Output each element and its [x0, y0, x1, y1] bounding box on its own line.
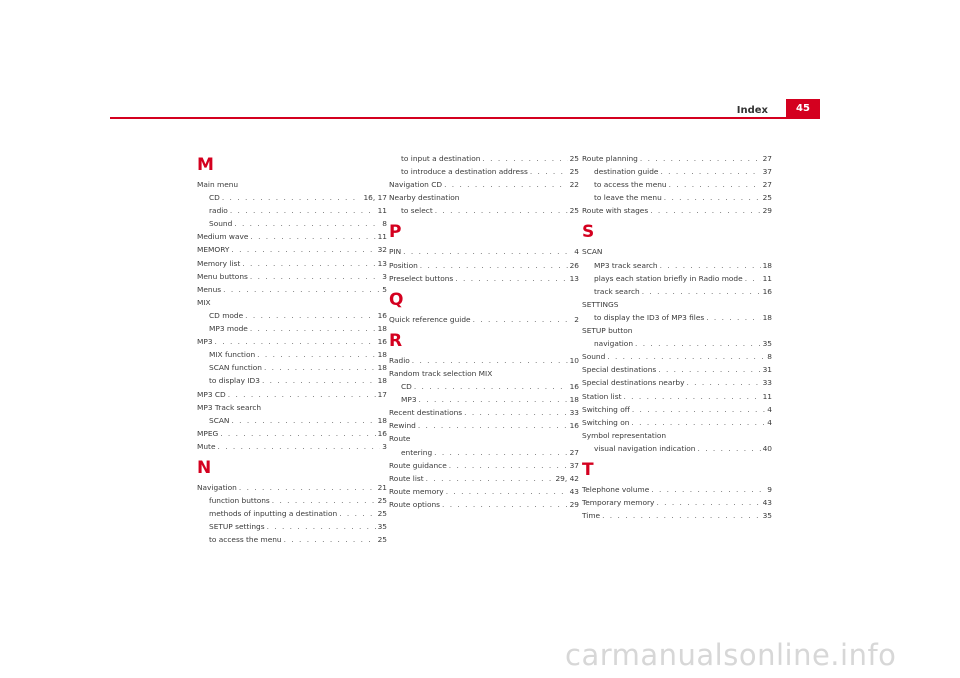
- index-subentry: [389, 152, 579, 165]
- index-entry-label: entering: [401, 447, 433, 457]
- dot-leader: [231, 243, 375, 256]
- index-entry: [197, 335, 387, 348]
- watermark: carmanualsonline.info: [565, 638, 897, 672]
- dot-leader: [640, 152, 761, 165]
- index-entry: [197, 440, 387, 453]
- index-entry-label: SCAN: [209, 415, 230, 425]
- index-entry-label: Memory list: [197, 258, 241, 268]
- index-subentry: [197, 507, 387, 520]
- dot-leader: [656, 496, 760, 509]
- index-column-1: [197, 152, 387, 546]
- dot-leader: [686, 376, 760, 389]
- index-subentry: [582, 311, 772, 324]
- index-subentry: [389, 393, 579, 406]
- index-page-number: 8: [767, 352, 772, 362]
- index-section-letter: M: [197, 155, 214, 175]
- index-entry-label: Symbol representation: [582, 430, 667, 440]
- dot-leader: [635, 337, 761, 350]
- index-entry-label: Route planning: [582, 154, 638, 163]
- index-page-number: 13: [377, 258, 387, 268]
- index-page-number: 25: [569, 154, 579, 163]
- dot-leader: [230, 204, 376, 217]
- index-entry: [582, 152, 772, 165]
- index-entry: [389, 459, 579, 472]
- index-entry-label: MP3: [197, 337, 213, 347]
- dot-leader: [426, 472, 554, 485]
- dot-leader: [446, 485, 568, 498]
- index-entry-label: to display ID3: [209, 376, 260, 386]
- index-subentry: [197, 217, 387, 230]
- index-entry: [582, 245, 772, 258]
- index-entry-label: Sound: [209, 219, 233, 229]
- index-entry-label: Recent destinations: [389, 408, 463, 418]
- dot-leader: [222, 191, 362, 204]
- index-page-number: 25: [762, 193, 772, 203]
- dot-leader: [412, 354, 568, 367]
- index-subentry: [197, 374, 387, 387]
- dot-leader: [650, 204, 760, 217]
- dot-leader: [464, 406, 567, 419]
- index-page-number: 37: [569, 460, 579, 470]
- index-entry-label: SETUP button: [582, 326, 633, 336]
- index-section-letter: N: [197, 457, 212, 478]
- index-page-number: 9: [767, 484, 772, 494]
- index-page-number: 18: [762, 312, 772, 322]
- index-entry-label: Route options: [389, 499, 441, 509]
- index-entry-label: Temporary memory: [582, 498, 655, 508]
- index-entry-label: MP3 Track search: [197, 402, 262, 412]
- index-entry-label: function buttons: [209, 496, 270, 506]
- index-page-number: 16: [762, 286, 772, 296]
- dot-leader: [623, 390, 760, 403]
- dot-leader: [250, 322, 376, 335]
- index-entry: [197, 230, 387, 243]
- index-entry-label: to introduce a destination address: [401, 167, 528, 177]
- dot-leader: [242, 257, 375, 270]
- page-title: Index: [736, 105, 768, 116]
- index-entry-label: to select: [401, 206, 433, 216]
- index-entry-label: Route list: [389, 473, 424, 483]
- index-entry-label: Route guidance: [389, 460, 447, 470]
- index-entry-label: Navigation CD: [389, 180, 443, 190]
- index-entry-label: to access the menu: [209, 535, 282, 545]
- index-entry-label: CD: [209, 193, 220, 203]
- index-entry: [197, 401, 387, 414]
- index-entry-label: destination guide: [594, 167, 659, 177]
- dot-leader: [218, 440, 381, 453]
- index-entry-label: Telephone volume: [582, 484, 650, 494]
- dot-leader: [698, 442, 761, 455]
- index-section-letter: T: [582, 459, 594, 480]
- index-entry-label: Special destinations: [582, 365, 657, 375]
- dot-leader: [660, 259, 761, 272]
- index-page-number: 18: [377, 376, 387, 386]
- index-entry-label: Switching on: [582, 417, 630, 427]
- dot-leader: [632, 403, 765, 416]
- index-page-number: 18: [377, 415, 387, 425]
- index-page-number: 29, 42: [555, 473, 579, 483]
- dot-leader: [435, 204, 568, 217]
- index-entry-label: MP3 track search: [594, 260, 658, 270]
- index-subentry: [582, 272, 772, 285]
- dot-leader: [444, 178, 568, 191]
- dot-leader: [284, 533, 376, 546]
- index-entry-label: methods of inputting a destination: [209, 509, 338, 519]
- index-page-number: 21: [377, 482, 387, 492]
- index-entry: [582, 350, 772, 363]
- index-entry-label: Route memory: [389, 486, 444, 496]
- index-page-number: 43: [569, 486, 579, 496]
- index-entry: [197, 178, 387, 191]
- index-subentry: [582, 178, 772, 191]
- index-subentry: [582, 165, 772, 178]
- index-page-number: 26: [569, 260, 579, 270]
- index-entry-label: Radio: [389, 355, 410, 365]
- index-entry-label: radio: [209, 206, 228, 216]
- dot-leader: [442, 498, 568, 511]
- index-page-number: 37: [762, 167, 772, 177]
- index-entry-label: CD mode: [209, 310, 244, 320]
- index-entry-label: visual navigation indication: [594, 443, 696, 453]
- index-column-2: [389, 152, 579, 511]
- index-page-number: 27: [762, 154, 772, 163]
- dot-leader: [403, 245, 572, 258]
- dot-leader: [602, 509, 761, 522]
- dot-leader: [434, 446, 567, 459]
- index-page-number: 16: [569, 382, 579, 392]
- index-entry: [389, 272, 579, 285]
- index-entry: [389, 191, 579, 204]
- index-entry-label: MPEG: [197, 428, 219, 438]
- index-entry-label: MP3 mode: [209, 324, 248, 334]
- dot-leader: [272, 494, 376, 507]
- index-entry: [582, 416, 772, 429]
- index-page-number: 22: [569, 180, 579, 190]
- index-entry-label: Main menu: [197, 180, 239, 189]
- index-page-number: 18: [377, 350, 387, 360]
- index-entry: [389, 245, 579, 258]
- dot-leader: [239, 481, 376, 494]
- index-entry-label: Rewind: [389, 421, 416, 431]
- index-page-number: 4: [767, 417, 772, 427]
- dot-leader: [262, 374, 376, 387]
- index-page-number: 25: [377, 509, 387, 519]
- dot-leader: [250, 270, 380, 283]
- index-entry: [582, 363, 772, 376]
- index-subentry: [197, 322, 387, 335]
- page-number-badge: 45: [786, 99, 820, 118]
- index-page-number: 25: [377, 535, 387, 545]
- index-entry-label: MP3: [401, 395, 417, 405]
- dot-leader: [257, 348, 375, 361]
- index-page-number: 29: [762, 206, 772, 216]
- dot-leader: [264, 361, 376, 374]
- index-page-number: 4: [767, 404, 772, 414]
- dot-leader: [455, 272, 567, 285]
- index-entry-label: Preselect buttons: [389, 273, 454, 283]
- index-entry-label: Station list: [582, 391, 622, 401]
- index-page-number: 18: [569, 395, 579, 405]
- index-entry: [389, 259, 579, 272]
- index-entry: [197, 481, 387, 494]
- index-subentry: [389, 446, 579, 459]
- index-page-number: 43: [762, 498, 772, 508]
- dot-leader: [631, 416, 765, 429]
- index-subentry: [197, 361, 387, 374]
- index-entry-label: CD: [401, 382, 412, 392]
- index-entry: [389, 485, 579, 498]
- index-subentry: [582, 442, 772, 455]
- index-subentry: [389, 380, 579, 393]
- index-subentry: [197, 204, 387, 217]
- index-entry-label: Medium wave: [197, 232, 249, 242]
- index-column-3: [582, 152, 772, 522]
- index-subentry: [582, 259, 772, 272]
- dot-leader: [607, 350, 765, 363]
- dot-leader: [449, 459, 568, 472]
- index-entry: [389, 432, 579, 445]
- dot-leader: [658, 363, 760, 376]
- index-page-number: 33: [762, 378, 772, 388]
- index-entry: [197, 283, 387, 296]
- dot-leader: [414, 380, 568, 393]
- index-page-number: 8: [382, 219, 387, 229]
- index-entry-label: Route with stages: [582, 206, 649, 216]
- index-entry-label: Quick reference guide: [389, 314, 471, 324]
- index-entry: [389, 354, 579, 367]
- index-entry: [582, 496, 772, 509]
- dot-leader: [664, 191, 761, 204]
- dot-leader: [223, 283, 380, 296]
- index-entry-label: MIX: [197, 297, 211, 307]
- index-page-number: 11: [762, 273, 772, 283]
- index-entry-label: Special destinations nearby: [582, 378, 685, 388]
- index-page-number: 40: [762, 443, 772, 453]
- index-entry-label: SCAN: [582, 247, 603, 257]
- index-page-number: 17: [377, 389, 387, 399]
- dot-leader: [228, 388, 376, 401]
- index-page-number: 16, 17: [363, 193, 387, 203]
- index-entry: [197, 296, 387, 309]
- index-entry: [197, 388, 387, 401]
- index-page-number: 18: [377, 324, 387, 334]
- dot-leader: [642, 285, 761, 298]
- dot-leader: [339, 507, 375, 520]
- index-entry: [389, 419, 579, 432]
- index-entry: [582, 376, 772, 389]
- index-subentry: [197, 414, 387, 427]
- index-page-number: 18: [762, 260, 772, 270]
- index-entry-label: MEMORY: [197, 245, 230, 255]
- index-entry-label: Nearby destination: [389, 193, 460, 203]
- index-entry: [197, 243, 387, 256]
- dot-leader: [215, 335, 376, 348]
- index-entry-label: Switching off: [582, 404, 630, 414]
- index-section-letter: S: [582, 222, 595, 243]
- index-entry: [582, 403, 772, 416]
- index-entry-label: to access the menu: [594, 180, 667, 190]
- index-entry: [582, 509, 772, 522]
- index-subentry: [197, 191, 387, 204]
- index-page-number: 25: [377, 496, 387, 506]
- dot-leader: [419, 393, 568, 406]
- dot-leader: [420, 259, 568, 272]
- index-entry-label: to leave the menu: [594, 193, 662, 203]
- index-entry: [582, 429, 772, 442]
- index-page-number: 25: [569, 206, 579, 216]
- index-entry: [389, 406, 579, 419]
- index-page-number: 25: [569, 167, 579, 177]
- index-page-number: 32: [377, 245, 387, 255]
- index-entry: [197, 427, 387, 440]
- index-page-number: 27: [762, 180, 772, 190]
- index-entry: [582, 204, 772, 217]
- dot-leader: [250, 230, 375, 243]
- dot-leader: [745, 272, 761, 285]
- dot-leader: [418, 419, 568, 432]
- index-entry-label: navigation: [594, 339, 634, 349]
- index-page-number: 18: [377, 363, 387, 373]
- index-page-number: 11: [377, 206, 387, 216]
- dot-leader: [482, 152, 567, 165]
- index-entry-label: MP3 CD: [197, 389, 226, 399]
- index-subentry: [389, 165, 579, 178]
- index-page-number: 16: [377, 310, 387, 320]
- index-entry-label: Mute: [197, 441, 216, 451]
- dot-leader: [220, 427, 375, 440]
- index-subentry: [582, 285, 772, 298]
- index-page-number: 16: [377, 337, 387, 347]
- index-subentry: [197, 533, 387, 546]
- dot-leader: [473, 313, 573, 326]
- index-section-letter: R: [389, 330, 403, 351]
- index-subentry: [389, 204, 579, 217]
- index-entry: [197, 257, 387, 270]
- index-page-number: 13: [569, 273, 579, 283]
- index-entry: [389, 472, 579, 485]
- dot-leader: [231, 414, 375, 427]
- index-page-number: 2: [574, 314, 579, 324]
- index-entry-label: to input a destination: [401, 154, 481, 163]
- index-entry-label: MIX function: [209, 350, 256, 360]
- index-entry-label: Route: [389, 434, 411, 444]
- dot-leader: [706, 311, 760, 324]
- index-entry-label: Random track selection MIX: [389, 368, 493, 378]
- index-entry-label: PIN: [389, 247, 402, 257]
- index-subentry: [197, 309, 387, 322]
- index-page-number: 3: [382, 441, 387, 451]
- index-entry-label: Time: [582, 511, 601, 521]
- index-page-number: 11: [762, 391, 772, 401]
- index-page-number: 5: [382, 284, 387, 294]
- dot-leader: [267, 520, 376, 533]
- index-entry-label: plays each station briefly in Radio mode: [594, 273, 743, 283]
- dot-leader: [651, 483, 765, 496]
- dot-leader: [660, 165, 760, 178]
- index-entry: [389, 313, 579, 326]
- index-entry: [582, 390, 772, 403]
- dot-leader: [669, 178, 761, 191]
- index-subentry: [197, 520, 387, 533]
- index-entry-label: SETTINGS: [582, 299, 619, 309]
- index-entry: [582, 298, 772, 311]
- index-entry-label: to display the ID3 of MP3 files: [594, 312, 705, 322]
- index-subentry: [582, 337, 772, 350]
- index-entry-label: Navigation: [197, 482, 237, 492]
- index-entry: [389, 367, 579, 380]
- index-entry-label: Position: [389, 260, 418, 270]
- index-entry: [389, 498, 579, 511]
- index-page-number: 27: [569, 447, 579, 457]
- index-entry: [389, 178, 579, 191]
- index-page-number: 11: [377, 232, 387, 242]
- index-page-number: 16: [377, 428, 387, 438]
- index-entry: [582, 324, 772, 337]
- index-entry-label: Menu buttons: [197, 271, 248, 281]
- index-page-number: 35: [762, 511, 772, 521]
- index-entry-label: SCAN function: [209, 363, 262, 373]
- dot-leader: [245, 309, 375, 322]
- index-page-number: 3: [382, 271, 387, 281]
- index-subentry: [197, 494, 387, 507]
- index-page-number: 10: [569, 355, 579, 365]
- index-page-number: 35: [762, 339, 772, 349]
- index-subentry: [197, 348, 387, 361]
- index-section-letter: Q: [389, 289, 404, 310]
- header-rule: [110, 117, 820, 119]
- index-section-letter: P: [389, 222, 402, 243]
- index-entry-label: SETUP settings: [209, 522, 265, 532]
- dot-leader: [530, 165, 568, 178]
- index-page-number: 4: [574, 247, 579, 257]
- index-page-number: 16: [569, 421, 579, 431]
- index-entry-label: Sound: [582, 352, 606, 362]
- index-subentry: [582, 191, 772, 204]
- index-entry: [582, 483, 772, 496]
- index-entry: [197, 270, 387, 283]
- index-page-number: 29: [569, 499, 579, 509]
- index-page-number: 35: [377, 522, 387, 532]
- dot-leader: [234, 217, 380, 230]
- index-page-number: 31: [762, 365, 772, 375]
- index-entry-label: Menus: [197, 284, 222, 294]
- index-entry-label: track search: [594, 286, 640, 296]
- index-page-number: 33: [569, 408, 579, 418]
